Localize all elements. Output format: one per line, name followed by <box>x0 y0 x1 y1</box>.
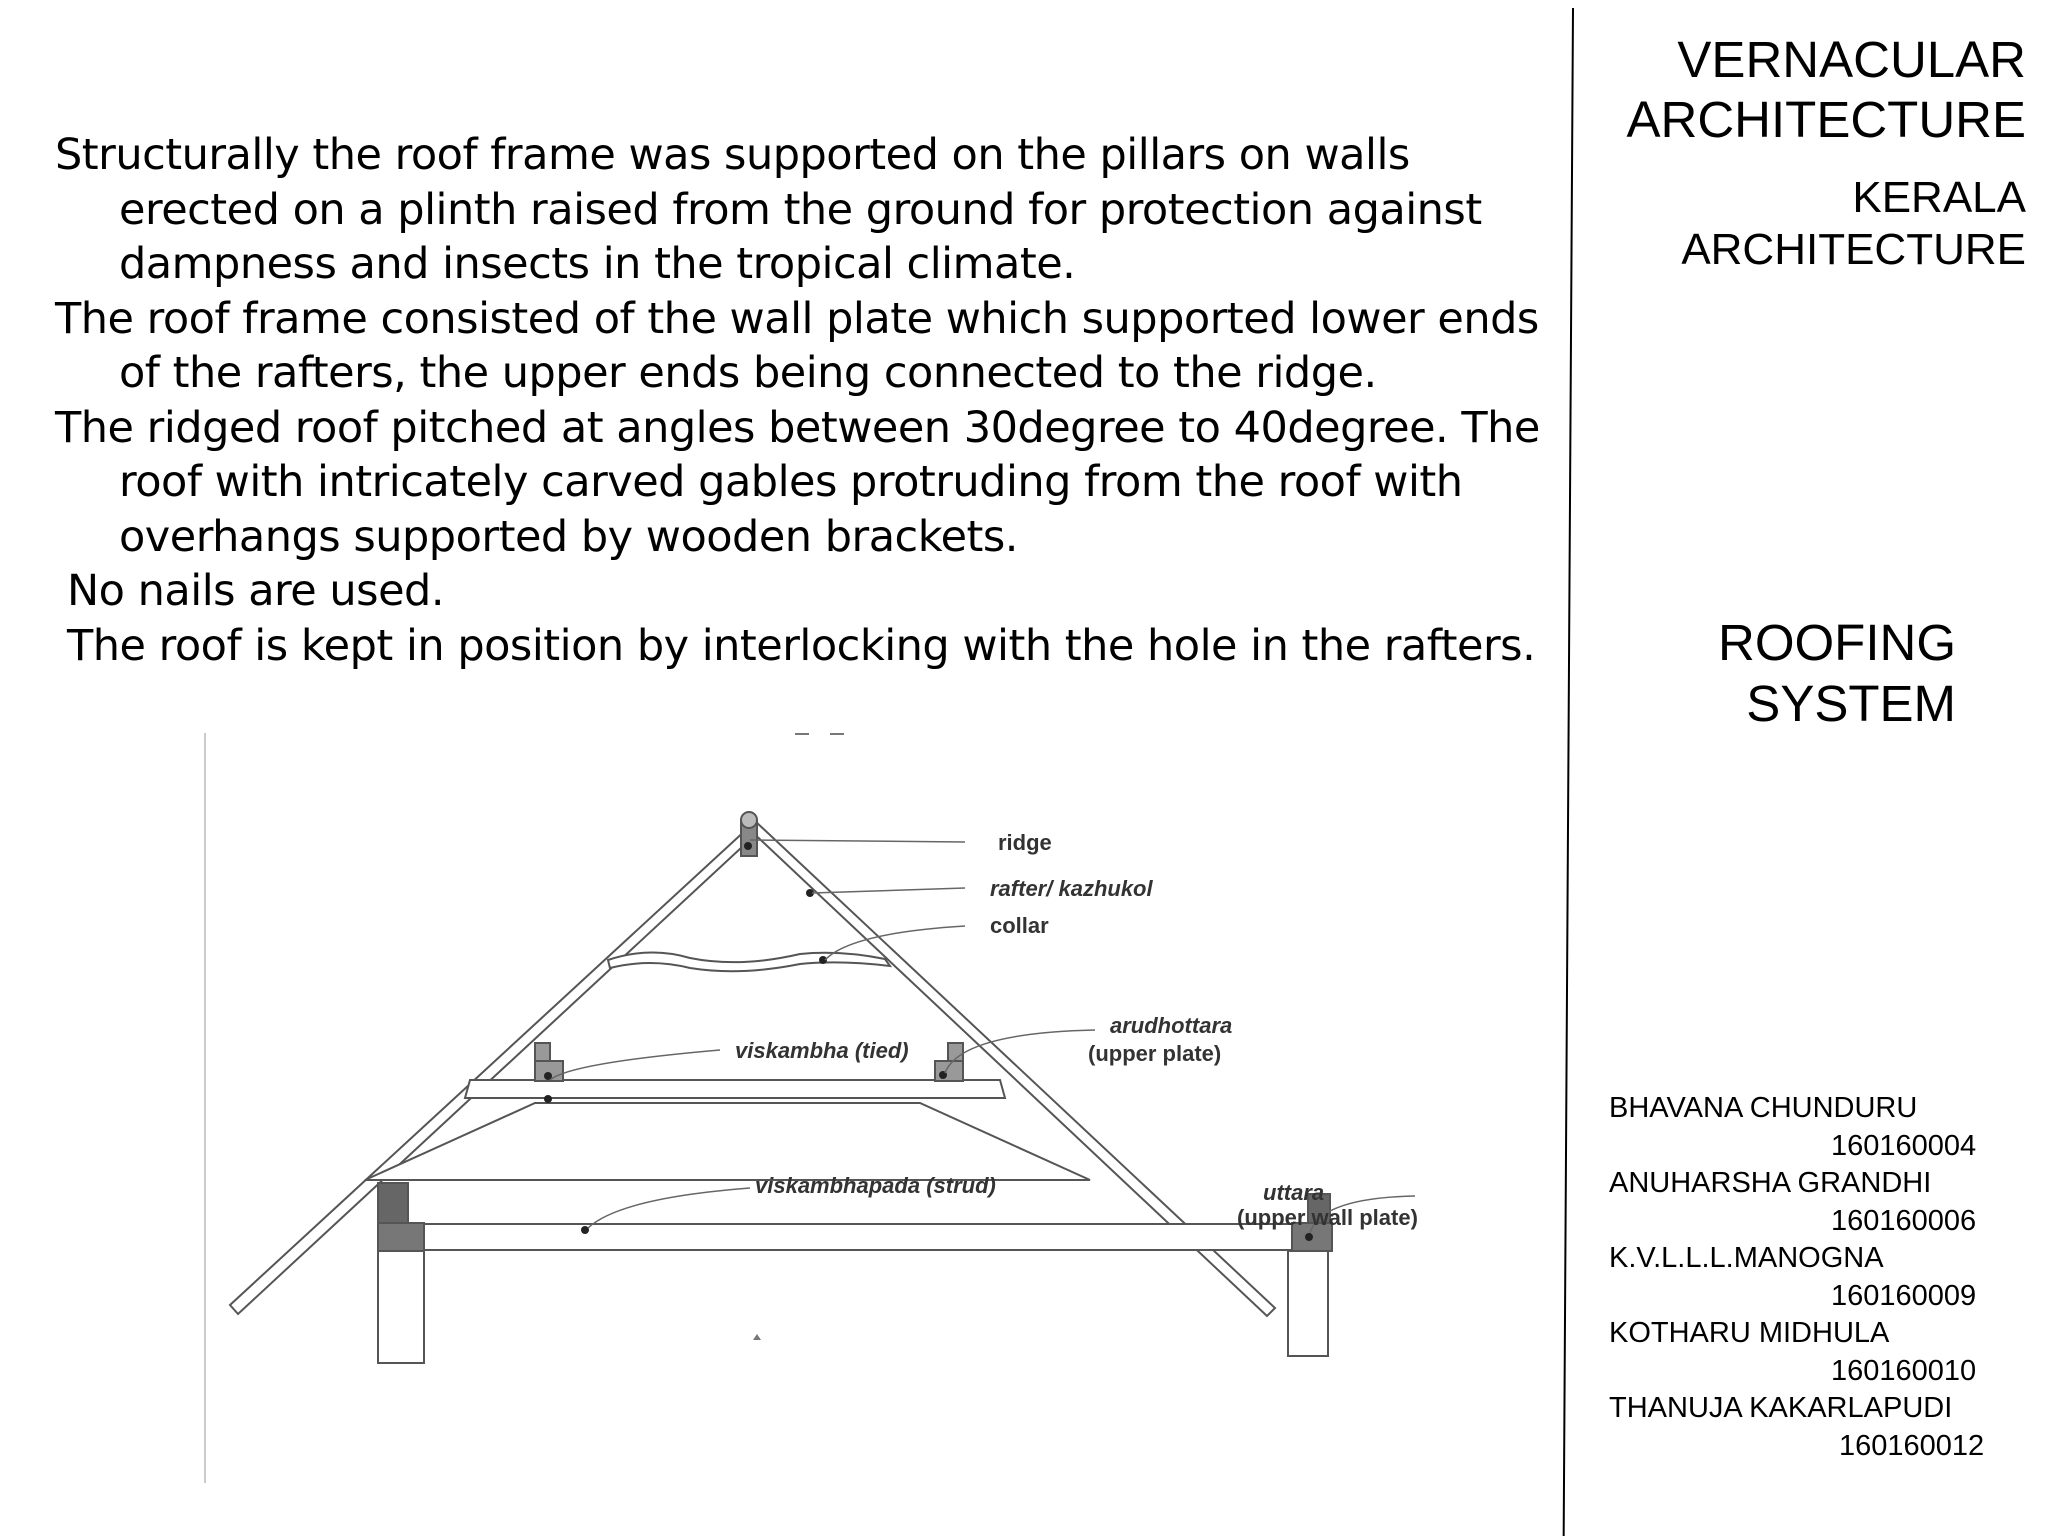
label-collar: collar <box>990 913 1049 938</box>
paragraph-structure: Structurally the roof frame was supported on the pillars on walls erected on a plinth raised from the ground for protection against dampness and insects in the tropical climate. <box>55 130 1482 289</box>
label-rafter: rafter/ kazhukol <box>990 876 1153 901</box>
member-id: 160160006 <box>1831 1204 1977 1237</box>
sidebar-topic <box>1656 612 1956 734</box>
label-viskambha: viskambha (tied) <box>735 1038 909 1063</box>
member-name: ANUHARSHA GRANDHI <box>1609 1167 1932 1199</box>
paragraph-interlocking: The roof is kept in position by interlocking with the hole in the rafters. <box>67 620 1536 671</box>
label-ridge: ridge <box>998 830 1052 855</box>
collar-beam <box>608 952 890 971</box>
team-members <box>1609 1090 2009 1465</box>
label-upper-wall-plate: (upper wall plate) <box>1237 1205 1418 1230</box>
viskambhapada-strut <box>365 1103 1090 1180</box>
vertical-divider <box>1563 8 1574 1536</box>
member-name: K.V.L.L.L.MANOGNA <box>1609 1242 1884 1274</box>
member-id: 160160010 <box>1831 1354 1977 1387</box>
member-name: KOTHARU MIDHULA <box>1609 1317 1890 1349</box>
roof-truss-diagram <box>200 728 1440 1498</box>
label-viskambhapada: viskambhapada (strud) <box>755 1173 996 1198</box>
right-pillar <box>1288 1251 1328 1356</box>
sidebar-subtitle <box>1646 172 2026 276</box>
member-name: THANUJA KAKARLAPUDI <box>1609 1392 1953 1424</box>
member-id: 160160009 <box>1831 1279 1977 1312</box>
paragraph-nails: No nails are used. <box>67 566 444 616</box>
member-id: 160160004 <box>1831 1129 1977 1162</box>
label-upper-plate: (upper plate) <box>1088 1041 1222 1066</box>
member-name: BHAVANA CHUNDURU <box>1609 1092 1918 1124</box>
left-pillar <box>378 1251 424 1363</box>
member-id: 160160012 <box>1839 1429 1985 1462</box>
paragraph-pitch: The ridged roof pitched at angles between 30degree to 40degree. The roof with intricately carved gables protruding from the roof with overhangs supported by wooden brackets. <box>55 402 1540 562</box>
subtitle-text: KERALA ARCHITECTURE <box>1681 173 2026 274</box>
body-text <box>55 128 1555 673</box>
label-uttara: uttara <box>1263 1180 1325 1205</box>
viskambha-beam <box>465 1080 1005 1098</box>
paragraph-roof-frame: The roof frame consisted of the wall plate which supported lower ends of the rafters, the upper ends being connected to the ridge. <box>55 293 1539 398</box>
title-text: VERNACULAR ARCHITECTURE <box>1626 31 2026 148</box>
sidebar-title <box>1606 30 2026 150</box>
label-arudhottara: arudhottara <box>1110 1013 1233 1038</box>
uttara-beam <box>380 1224 1320 1250</box>
topic-text: ROOFING SYSTEM <box>1718 614 1956 732</box>
